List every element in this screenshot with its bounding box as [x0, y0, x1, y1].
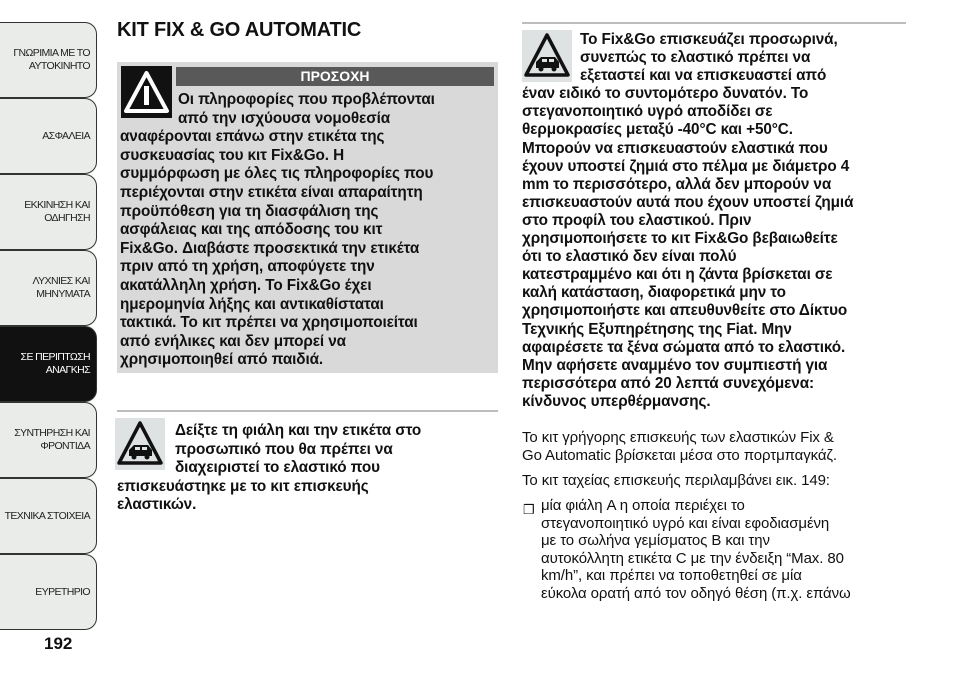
text-line: διαχειριστεί το ελαστικό που: [175, 459, 380, 477]
tab-label: ΕΥΡΕΤΗΡΙΟ: [35, 585, 90, 598]
tab-label: ΣΥΝΤΗΡΗΣΗ ΚΑΙ ΦΡΟΝΤΙΔΑ: [14, 427, 90, 452]
text-line: περισσότερα από 20 λεπτά συνεχόμενα:: [522, 374, 815, 392]
text-line: συμμόρφωση με όλες τις πληροφορίες που: [120, 165, 434, 183]
sidebar-tab-lights-messages[interactable]: [0, 250, 97, 326]
sidebar-tab-getting-to-know[interactable]: [0, 22, 97, 98]
text-line: km/h”, και πρέπει να τοποθετηθεί σε μία: [541, 567, 802, 584]
bullet-square-icon: ❒: [523, 502, 535, 517]
sidebar-tab-maintenance[interactable]: [0, 402, 97, 478]
text-line: χρησιμοποιήστε και απευθυνθείτε στο Δίκτυο: [522, 302, 848, 320]
sidebar-tab-technical-data[interactable]: [0, 478, 97, 554]
text-line: προϋπόθεση για τη διασφάλιση της: [120, 202, 379, 220]
text-line: επισκευάστηκε με το κιτ επισκευής: [117, 477, 369, 495]
text-line: αναφέρονται επάνω στην ετικέτα της: [120, 128, 385, 146]
bullet-item-1: [541, 497, 851, 602]
body-paragraph-1: [522, 429, 837, 464]
text-line: ότι το ελαστικό δεν είναι πολύ: [522, 248, 737, 266]
text-line: ακατάλληλη χρήση. Το Fix&Go έχει: [120, 276, 372, 294]
text-line: Μην αφήσετε αναμμένο τον συμπιεστή για: [522, 356, 828, 374]
text-line: mm το περισσότερο, αλλά δεν μπορούν να: [522, 175, 832, 193]
text-line: Δείξτε τη φιάλη και την ετικέτα στο: [175, 422, 422, 439]
text-line: από την ισχύουσα νομοθεσία: [178, 109, 391, 127]
tab-label: ΣΕ ΠΕΡΙΠΤΩΣΗ ΑΝΑΓΚΗΣ: [20, 351, 90, 376]
warning-header: ΠΡΟΣΟΧΗ: [176, 67, 494, 86]
text-line: με το σωλήνα γεμίσματος B και την: [541, 532, 770, 549]
text-line: Μπορούν να επισκευαστούν ελαστικά που: [522, 139, 828, 157]
text-line: προσωπικό που θα πρέπει να: [175, 440, 393, 458]
text-line: Το κιτ γρήγορης επισκευής των ελαστικών Fix &: [522, 429, 834, 446]
text-line: τακτικά. Το κιτ πρέπει να χρησιμοποιείται: [120, 314, 418, 332]
tab-label: ΕΚΚΙΝΗΣΗ ΚΑΙ ΟΔΗΓΗΣΗ: [24, 199, 90, 224]
text-line: καλή κατάσταση, διαφορετικά μην το: [522, 284, 786, 302]
text-line: θερμοκρασίες μεταξύ -40°C και +50°C.: [522, 121, 793, 139]
text-line: στεγανοποιητικό υγρό και είναι εφοδιασμένη: [541, 514, 830, 532]
text-line: συσκευασίας του κιτ Fix&Go. Η: [120, 146, 345, 164]
text-line: εύκολα ορατή από τον οδηγό θέση (π.χ. επάνω: [541, 584, 851, 602]
text-line: Τεχνικής Εξυπηρέτησης της Fiat. Μην: [522, 320, 792, 338]
text-line: πριν από τη χρήση, αποφύγετε την: [120, 258, 375, 276]
warning-box: [117, 62, 498, 373]
text-line: κίνδυνος υπερθέρμανσης.: [522, 392, 711, 410]
tab-label: ΛΥΧΝΙΕΣ ΚΑΙ ΜΗΝΥΜΑΤΑ: [32, 275, 90, 300]
page-number: 192: [44, 634, 73, 653]
text-line: αυτοκόλλητη ετικέτα C με την ένδειξη “Max. 80: [541, 549, 844, 567]
text-line: κατεστραμμένο και ότι η ζάντα βρίσκεται σε: [522, 266, 833, 284]
text-line: ασφάλειας και της απόδοσης του κιτ: [120, 221, 383, 239]
note-left-text: [117, 422, 421, 515]
sidebar-tab-emergency[interactable]: [0, 326, 97, 402]
text-line: Go Automatic βρίσκεται μέσα στο πορτμπαγκάζ.: [522, 446, 837, 464]
text-line: ελαστικών.: [117, 496, 197, 514]
text-line: περιέχονται στην ετικέτα είναι απαραίτητη: [120, 183, 423, 201]
sidebar-tab-safety[interactable]: [0, 98, 97, 174]
note-right-text: [522, 31, 853, 411]
text-line: στεγανοποιητικό υγρό αποδίδει σε: [522, 103, 773, 121]
divider: [117, 410, 498, 412]
sidebar-tab-starting-driving[interactable]: [0, 174, 97, 250]
text-line: από ενήλικες και δεν μπορεί να: [120, 332, 346, 350]
text-line: Το Fix&Go επισκευάζει προσωρινά,: [580, 31, 838, 48]
text-line: συνεπώς το ελαστικό πρέπει να: [580, 49, 811, 67]
text-line: Οι πληροφορίες που προβλέπονται: [178, 91, 435, 108]
body-paragraph-2: [522, 472, 830, 490]
divider: [522, 22, 906, 24]
text-line: Fix&Go. Διαβάστε προσεκτικά την ετικέτα: [120, 239, 420, 257]
tab-label: ΓΝΩΡΙΜΙΑ ΜΕ ΤΟ ΑΥΤΟΚΙΝΗΤΟ: [13, 47, 90, 72]
text-line: στο προφίλ του ελαστικού. Πριν: [522, 211, 752, 229]
sidebar-tab-index[interactable]: [0, 554, 97, 630]
text-line: μία φιάλη A η οποία περιέχει το: [541, 497, 745, 514]
text-line: χρησιμοποιήσετε το κιτ Fix&Go βεβαιωθείτε: [522, 230, 838, 248]
text-line: επισκευαστούν αυτά που έχουν υποστεί ζημιά: [522, 193, 854, 211]
warning-text: [120, 91, 435, 370]
text-line: έχουν υποστεί ζημιά στο πέλμα με διάμετρο 4: [522, 157, 850, 175]
text-line: έναν ειδικό το συντομότερο δυνατόν. Το: [522, 85, 809, 103]
text-line: αφαιρέσετε τα ξένα σώματα από το ελαστικό.: [522, 338, 846, 356]
page-title: KIT FIX & GO AUTOMATIC: [117, 19, 362, 41]
text-line: χρησιμοποιηθεί από παιδιά.: [120, 351, 324, 369]
tab-label: ΤΕΧΝΙΚΑ ΣΤΟΙΧΕΙΑ: [4, 509, 90, 522]
text-line: εξεταστεί και να επισκευαστεί από: [580, 67, 827, 85]
tab-label: ΑΣΦΑΛΕΙΑ: [42, 129, 90, 142]
text-line: Το κιτ ταχείας επισκευής περιλαμβάνει εικ. 149:: [522, 472, 830, 489]
text-line: ημερομηνία λήξης και αντικαθίσταται: [120, 295, 384, 313]
